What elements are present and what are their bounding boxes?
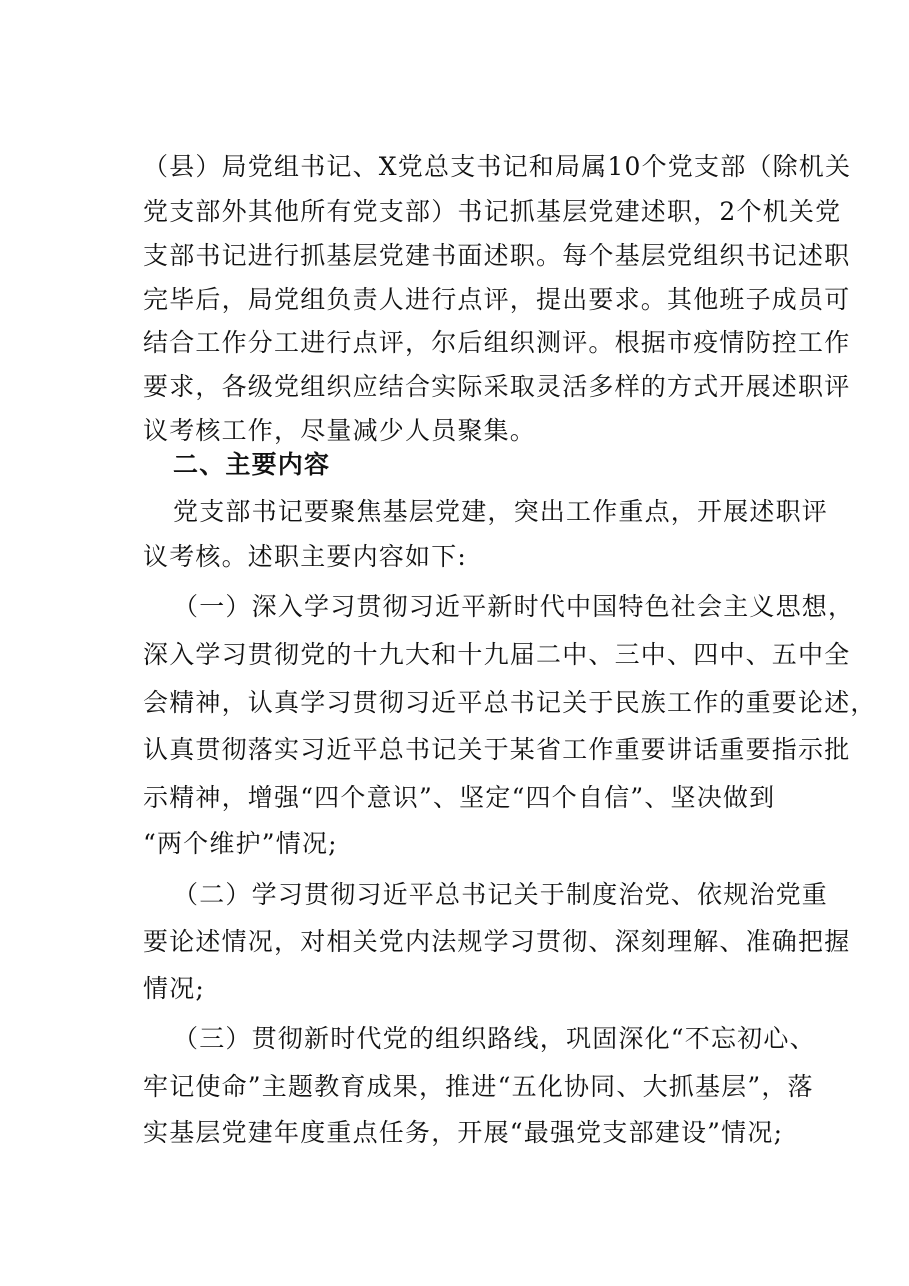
item-3-line-1: （三）贯彻新时代党的组织路线，巩固深化“不忘初心、 — [173, 1024, 816, 1053]
item-1-line-6: “两个维护”情况; — [143, 829, 338, 858]
item-1-line-5: 示精神，增强“四个意识”、坚定“四个自信”、坚决做到 — [143, 783, 776, 812]
item-1-line-1: （一）深入学习贯彻习近平新时代中国特色社会主义思想， — [173, 592, 855, 621]
section-intro-line-1: 党支部书记要聚焦基层党建，突出工作重点，开展述职评 — [173, 497, 829, 526]
intro-line-1: （县）局党组书记、X党总支书记和局属10个党支部（除机关 — [143, 152, 852, 181]
intro-line-3: 支部书记进行抓基层党建书面述职。每个基层党组织书记述职 — [143, 241, 851, 270]
item-1-line-2: 深入学习贯彻党的十九大和十九届二中、三中、四中、五中全 — [143, 640, 851, 669]
item-1-line-3: 会精神，认真学习贯彻习近平总书记关于民族工作的重要论述， — [143, 688, 877, 717]
item-2-line-1: （二）学习贯彻习近平总书记关于制度治党、依规治党重 — [173, 880, 829, 909]
intro-line-2: 党支部外其他所有党支部）书记抓基层党建述职，2个机关党 — [143, 197, 842, 226]
item-2-line-2: 要论述情况，对相关党内法规学习贯彻、深刻理解、准确把握 — [143, 927, 851, 956]
item-3-line-2: 牢记使命”主题教育成果，推进“五化协同、大抓基层”，落 — [143, 1072, 814, 1101]
item-2-line-3: 情况; — [143, 974, 206, 1003]
intro-line-7: 议考核工作，尽量减少人员聚集。 — [143, 416, 537, 445]
section-intro-line-2: 议考核。述职主要内容如下: — [143, 542, 468, 571]
intro-line-4: 完毕后，局党组负责人进行点评，提出要求。其他班子成员可 — [143, 285, 851, 314]
section-heading: 二、主要内容 — [173, 450, 331, 479]
intro-line-6: 要求，各级党组织应结合实际采取灵活多样的方式开展述职评 — [143, 372, 851, 401]
item-3-line-3: 实基层党建年度重点任务，开展“最强党支部建设”情况; — [143, 1118, 784, 1147]
item-1-line-4: 认真贯彻落实习近平总书记关于某省工作重要讲话重要指示批 — [143, 735, 851, 764]
intro-line-5: 结合工作分工进行点评，尔后组织测评。根据市疫情防控工作 — [143, 328, 851, 357]
